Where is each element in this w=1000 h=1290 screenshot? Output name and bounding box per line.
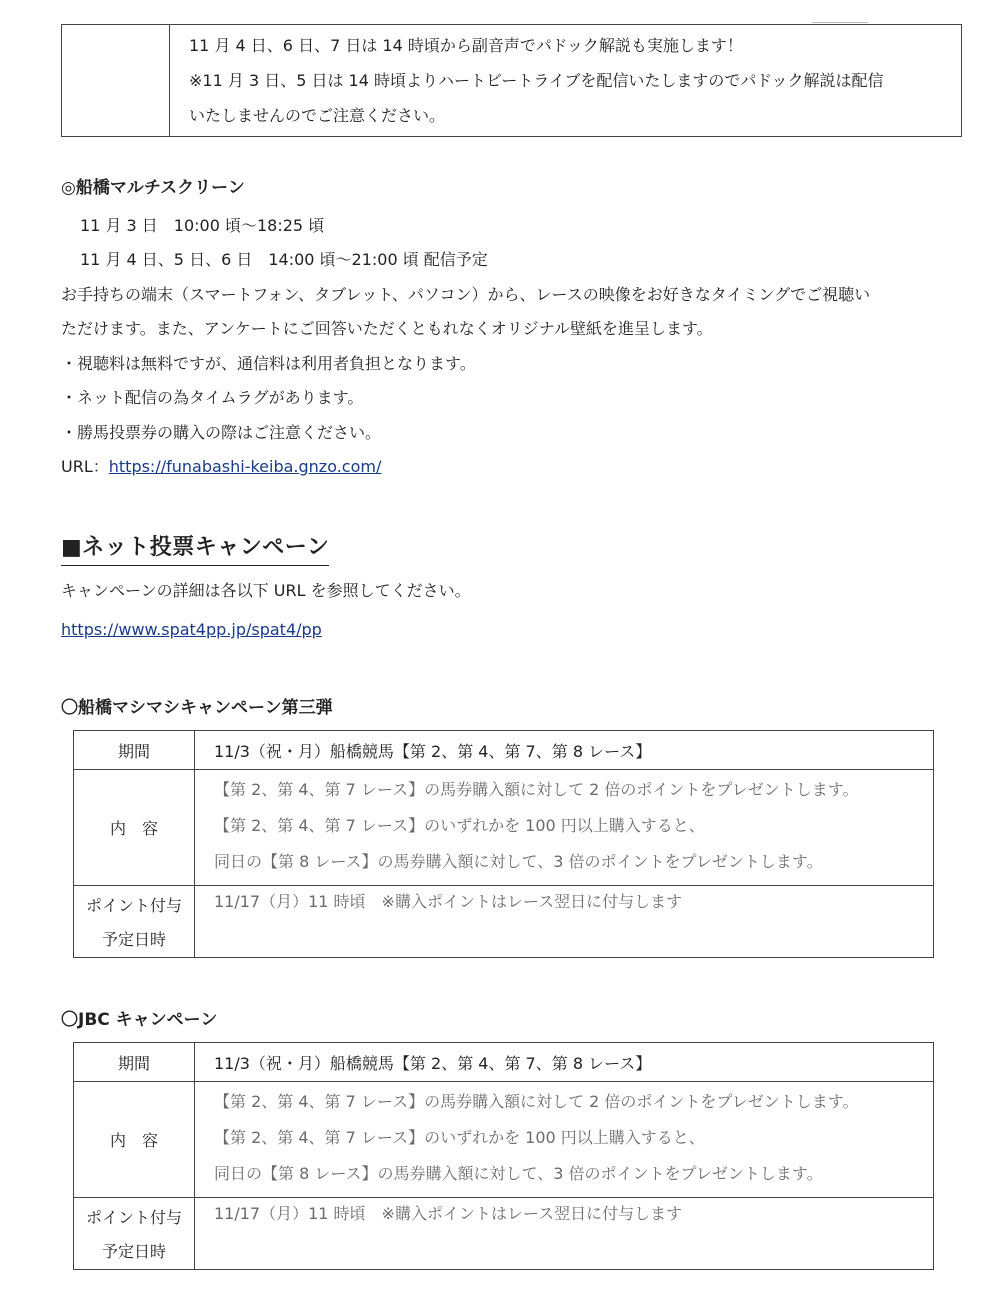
period-value: 11/3（祝・月）船橋競馬【第 2、第 4、第 7、第 8 レース】 xyxy=(195,731,934,770)
paddock-line: いたしませんのでご注意ください。 xyxy=(189,106,446,125)
content-label: 内 容 xyxy=(74,770,195,886)
points-label-line: ポイント付与 xyxy=(85,896,182,915)
paddock-line: ※11 月 3 日、5 日は 14 時頃よりハートビートライブを配信いたしますのでパドック解説は配信 xyxy=(189,71,884,90)
description-line: お手持ちの端末（スマートフォン、タブレット、パソコン）から、レースの映像をお好きなタイミングでご視聴い xyxy=(61,285,871,304)
content-line: 【第 2、第 4、第 7 レース】の馬券購入額に対して 2 倍のポイントをプレゼントします。 xyxy=(214,780,859,799)
campaign-table xyxy=(73,1042,934,1270)
net-campaign-intro: キャンペーンの詳細は各以下 URL を参照してください。 xyxy=(61,581,471,600)
content-line: 【第 2、第 4、第 7 レース】の馬券購入額に対して 2 倍のポイントをプレゼントします。 xyxy=(214,1092,859,1111)
net-campaign-link[interactable]: https://www.spat4pp.jp/spat4/pp xyxy=(61,620,322,639)
content-cell xyxy=(195,770,934,886)
url-label: URL： xyxy=(61,457,109,476)
content-line: 同日の【第 8 レース】の馬券購入額に対して、3 倍のポイントをプレゼントします。 xyxy=(214,852,823,871)
note-line: ・ネット配信の為タイムラグがあります。 xyxy=(61,388,364,407)
header-rule xyxy=(812,22,868,23)
period-label: 期間 xyxy=(74,1043,195,1082)
points-label xyxy=(74,1198,195,1270)
note-line: ・視聴料は無料ですが、通信料は利用者負担となります。 xyxy=(61,354,476,373)
url-line xyxy=(61,455,381,479)
period-label: 期間 xyxy=(74,731,195,770)
net-campaign-heading: ■ネット投票キャンペーン xyxy=(61,530,329,566)
multiscreen-link[interactable]: https://funabashi-keiba.gnzo.com/ xyxy=(108,457,382,476)
description-line: ただけます。また、アンケートにご回答いただくともれなくオリジナル壁紙を進呈します。 xyxy=(61,319,713,338)
paddock-line: 11 月 4 日、6 日、7 日は 14 時頃から副音声でパドック解説も実施します！ xyxy=(189,36,743,55)
note-line: ・勝馬投票券の購入の際はご注意ください。 xyxy=(61,423,382,442)
content-line: 【第 2、第 4、第 7 レース】のいずれかを 100 円以上購入すると、 xyxy=(214,1128,705,1147)
points-value: 11/17（月）11 時頃 ※購入ポイントはレース翌日に付与します xyxy=(195,886,934,958)
content-line: 同日の【第 8 レース】の馬券購入額に対して、3 倍のポイントをプレゼントします。 xyxy=(214,1164,823,1183)
schedule-line: 11 月 3 日 10:00 頃～18:25 頃 xyxy=(80,216,325,235)
multiscreen-heading: ◎船橋マルチスクリーン xyxy=(61,178,245,198)
period-value: 11/3（祝・月）船橋競馬【第 2、第 4、第 7、第 8 レース】 xyxy=(195,1043,934,1082)
points-label-line: 予定日時 xyxy=(101,930,166,949)
points-value: 11/17（月）11 時頃 ※購入ポイントはレース翌日に付与します xyxy=(195,1198,934,1270)
campaign-table xyxy=(73,730,934,958)
campaign-title: 〇船橋マシマシキャンペーン第三弾 xyxy=(61,698,333,718)
campaign-title: 〇JBC キャンペーン xyxy=(61,1010,218,1030)
paddock-info-cell xyxy=(170,25,962,137)
points-label-line: 予定日時 xyxy=(101,1242,166,1261)
content-cell xyxy=(195,1082,934,1198)
empty-cell xyxy=(62,25,170,137)
points-label xyxy=(74,886,195,958)
schedule-line: 11 月 4 日、5 日、6 日 14:00 頃～21:00 頃 配信予定 xyxy=(80,250,488,269)
points-label-line: ポイント付与 xyxy=(85,1208,182,1227)
content-line: 【第 2、第 4、第 7 レース】のいずれかを 100 円以上購入すると、 xyxy=(214,816,705,835)
net-campaign-url-line xyxy=(61,618,322,642)
content-label: 内 容 xyxy=(74,1082,195,1198)
paddock-info-table xyxy=(61,24,962,137)
